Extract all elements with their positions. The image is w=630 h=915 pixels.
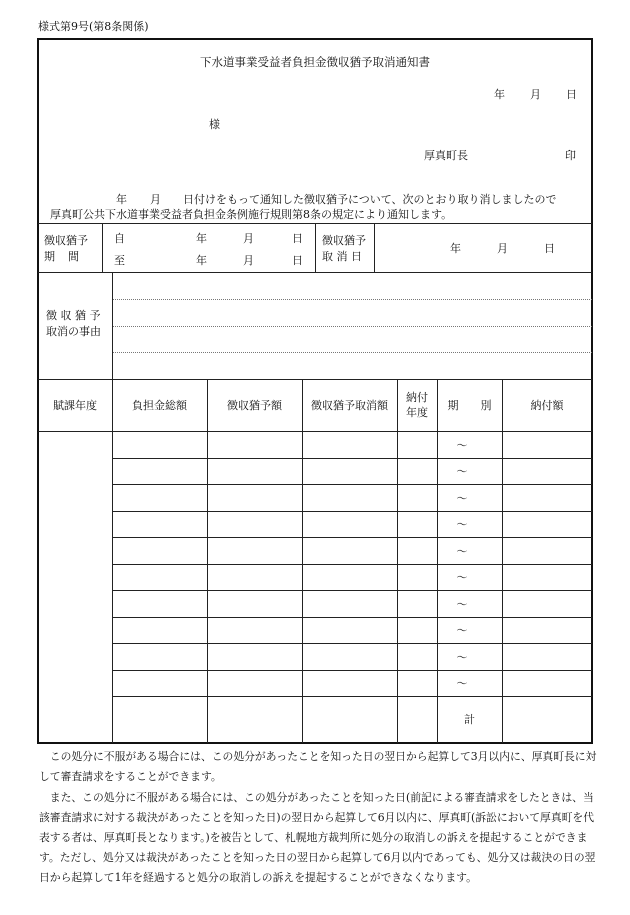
header-installment: 期 別: [447, 399, 492, 412]
form-frame: [37, 38, 593, 744]
form-number-label: 様式第9号(第8条関係): [38, 20, 149, 33]
reason-label-2: 取消の事由: [46, 325, 101, 338]
period-label: 徴収猶予: [44, 234, 88, 247]
rule-period-bottom: [38, 272, 592, 273]
cancel-date-label: 徴収猶予: [322, 234, 366, 247]
header-payment-year: 納付: [406, 391, 428, 404]
rule-header-bottom: [38, 431, 592, 432]
note-appeal: この処分に不服がある場合には、この処分があったことを知った日の翌日から起算して3月以内に、厚真町長に対して審査請求をすることができます。: [39, 750, 597, 783]
header-total-amount: 負担金総額: [132, 399, 187, 412]
note-lawsuit: また、この処分に不服がある場合には、この処分があったことを知った日(前記による審査請求をしたときは、当該審査請求に対する裁決があったことを知った日)の翌日から起算して6月以内に、厚真町(訴訟において厚真町を代表する者は、厚真町長となります。)を被告として、札幌地方裁判所に処分の取消しの訴えを提起することができます。ただし、処分又は裁決があったことを知った日の翌日から起算して6月以内であっても、処分又は裁決の日の翌日から起算して1年を経過すると処分の取消しの訴えを提起することができなくなります。: [39, 791, 596, 884]
header-payment-amount: 納付額: [530, 399, 564, 412]
addressee-suffix: 様: [209, 118, 220, 131]
header-fiscal-year: 賦課年度: [53, 399, 97, 412]
issuer-name: 厚真町長: [424, 149, 468, 162]
header-payment-year-2: 年度: [406, 406, 428, 419]
header-cancelled-amount: 徴収猶予取消額: [311, 399, 388, 412]
header-deferred-amount: 徴収猶予額: [227, 399, 282, 412]
document-title: 下水道事業受益者負担金徴収猶予取消通知書: [200, 55, 430, 69]
total-label: 計: [464, 713, 475, 726]
reason-label: 徴 収 猶 予: [46, 309, 101, 322]
rule-reason-bottom: [38, 379, 592, 380]
seal-mark: 印: [565, 149, 576, 162]
cancel-date-label-2: 取 消 日: [322, 250, 362, 263]
period-label-2: 期 間: [44, 250, 80, 263]
